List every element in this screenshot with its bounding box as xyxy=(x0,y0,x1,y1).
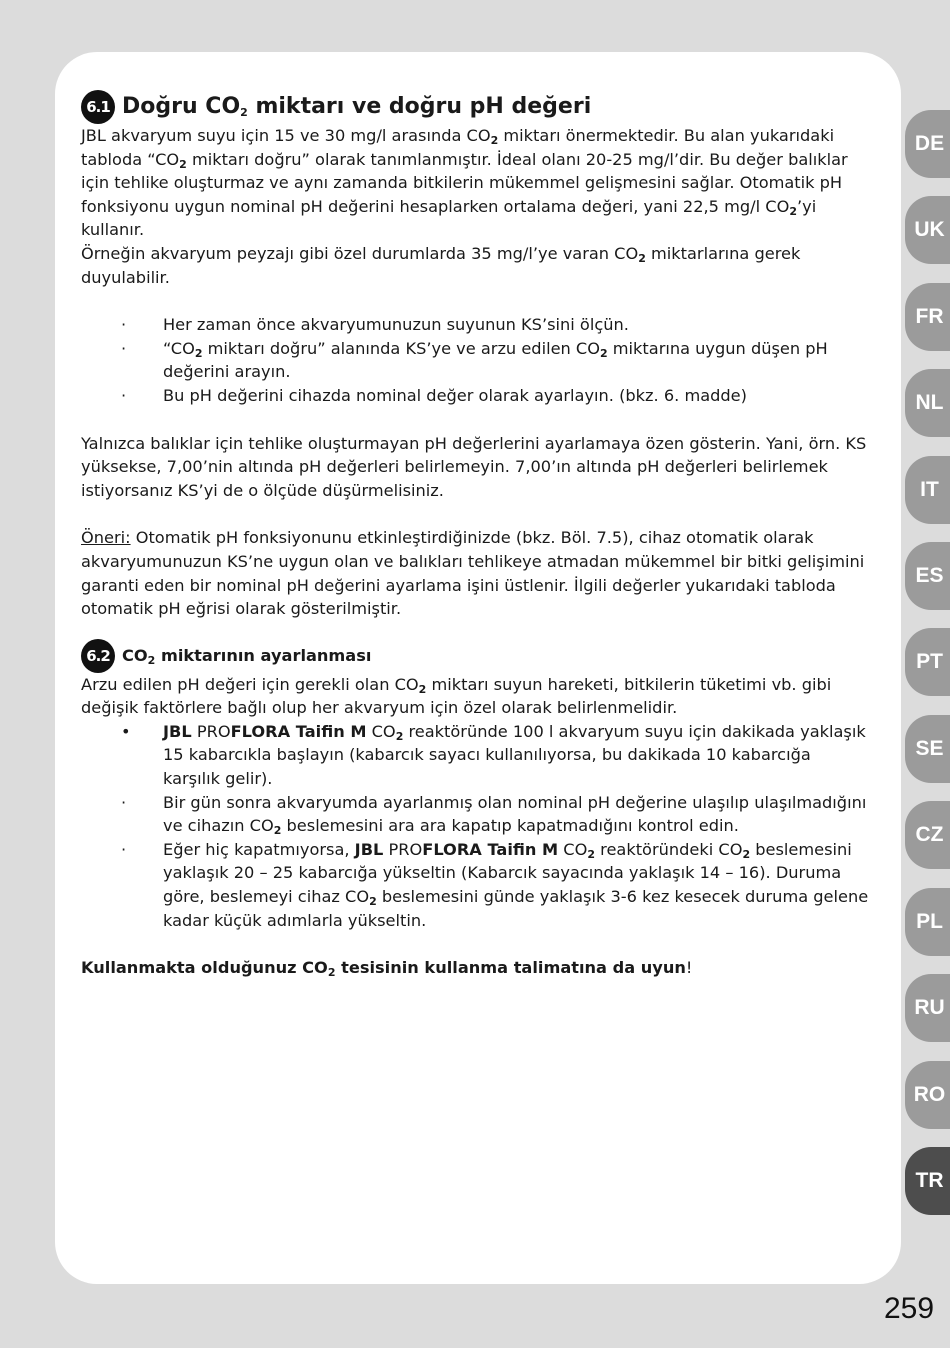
tab-es[interactable]: ES xyxy=(905,542,950,610)
list-item: • JBL PROFLORA Taifin M $CO_2$ reaktöründe 100 l akvaryum suyu için dakikada yaklaşık 15 kabarcıkla başlayın (kabarcık sayacı kullanılıyorsa, bu dakikada 10 kabarcığa karşılık gelir). xyxy=(121,721,866,789)
page-number: 259 xyxy=(884,1292,935,1325)
section-number-badge: 6.2 xyxy=(81,639,115,673)
paragraph: Örneğin akvaryum peyzajı gibi özel durumlarda 35 mg/l’ye varan $CO_2$ miktarlarına gerek duyulabilir. xyxy=(81,243,801,287)
tab-tr[interactable]: TR xyxy=(905,1147,950,1215)
tab-ro[interactable]: RO xyxy=(905,1061,950,1129)
bullet-list xyxy=(81,720,871,932)
tab-cz[interactable]: CZ xyxy=(905,801,950,869)
section-title: $CO_2$ miktarının ayarlanması xyxy=(122,645,372,667)
section-number-badge: 6.1 xyxy=(81,90,115,124)
tab-se[interactable]: SE xyxy=(905,715,950,783)
final-note: Kullanmakta olduğunuz $CO_2$ tesisinin kullanma talimatına da uyun! xyxy=(81,958,693,980)
tab-pt[interactable]: PT xyxy=(905,628,950,696)
tab-uk[interactable]: UK xyxy=(905,196,950,264)
tab-nl[interactable]: NL xyxy=(905,369,950,437)
tab-it[interactable]: IT xyxy=(905,456,950,524)
section-6-2-heading xyxy=(81,639,871,673)
tab-de[interactable]: DE xyxy=(905,110,950,178)
list-item: · Bu pH değerini cihazda nominal değer olarak ayarlayın. (bkz. 6. madde) xyxy=(121,385,747,405)
tab-fr[interactable]: FR xyxy=(905,283,950,351)
paragraph: Öneri: Otomatik pH fonksiyonunu etkinleştirdiğinizde (bkz. Böl. 7.5), cihaz otomatik olarak akvaryumunuzun KS’ne uygun olan ve balıkları tehlikeye atmadan mükemmel bir bitki gelişimini garanti eden bir nominal pH değerini ayarlama işini üstlenir. İlgili değerler yukarıdaki tabloda otomatik pH eğrisi olarak gösterilmiştir. xyxy=(81,528,865,619)
paragraph: Yalnızca balıklar için tehlike oluşturmayan pH değerlerini ayarlamaya özen gösterin. Yani, örn. KS yüksekse, 7,00’nin altında pH değerleri belirlemeyin. 7,00’ın altında pH değerleri belirlemek istiyorsanız KS’yi de o ölçüde düşürmelisiniz. xyxy=(81,433,867,500)
list-item: · Eğer hiç kapatmıyorsa, JBL PROFLORA Taifin M $CO_2$ reaktöründeki $CO_2$ beslemesini yaklaşık 20 – 25 kabarcığa yükseltin (Kabarcık sayacında yaklaşık 14 – 16). Duruma göre, beslemeyi cihaz $CO_2$ beslemesini günde yaklaşık 3-6 kez kesecek duruma gelene kadar küçük adımlarla yükseltin. xyxy=(121,839,869,930)
list-item: · Bir gün sonra akvaryumda ayarlanmış olan nominal pH değerine ulaşılıp ulaşılmadığını ve cihazın $CO_2$ beslemesini ara ara kapatıp kapatmadığını kontrol edin. xyxy=(121,792,867,838)
tab-pl[interactable]: PL xyxy=(905,888,950,956)
paragraph: Arzu edilen pH değeri için gerekli olan $CO_2$ miktarı suyun hareketi, bitkilerin tüketimi vb. gibi değişik faktörlere bağlı olup her akvaryum için özel olarak belirlenmelidir. xyxy=(81,674,832,718)
section-6-1-heading xyxy=(81,90,871,124)
paragraph: JBL akvaryum suyu için 15 ve 30 mg/l arasında $CO_2$ miktarı önermektedir. Bu alan yukarıdaki tabloda “$CO_2$ miktarı doğru” olarak tanımlanmıştır. İdeal olanı 20-25 mg/l’dir. Bu değer balıklar için tehlike oluşturmaz ve aynı zamanda bitkilerin mükemmel gelişmesini sağlar. Otomatik pH fonksiyonu uygun nominal pH değerini hesaplarken ortalama değeri, yani 22,5 mg/l $CO_2’yi$ kullanır. xyxy=(81,126,848,240)
recommendation-label: Öneri: xyxy=(81,528,131,548)
list-item: · Her zaman önce akvaryumunuzun suyunun KS’sini ölçün. xyxy=(121,315,629,335)
section-title: Doğru $CO_2$ miktarı ve doğru pH değeri xyxy=(122,94,592,119)
list-item: · “$CO_2$ miktarı doğru” alanında KS’ye ve arzu edilen $CO_2$ miktarına uygun düşen pH değerini arayın. xyxy=(121,338,828,382)
bullet-list xyxy=(81,313,871,407)
tab-ru[interactable]: RU xyxy=(905,974,950,1042)
page-content xyxy=(81,90,871,980)
